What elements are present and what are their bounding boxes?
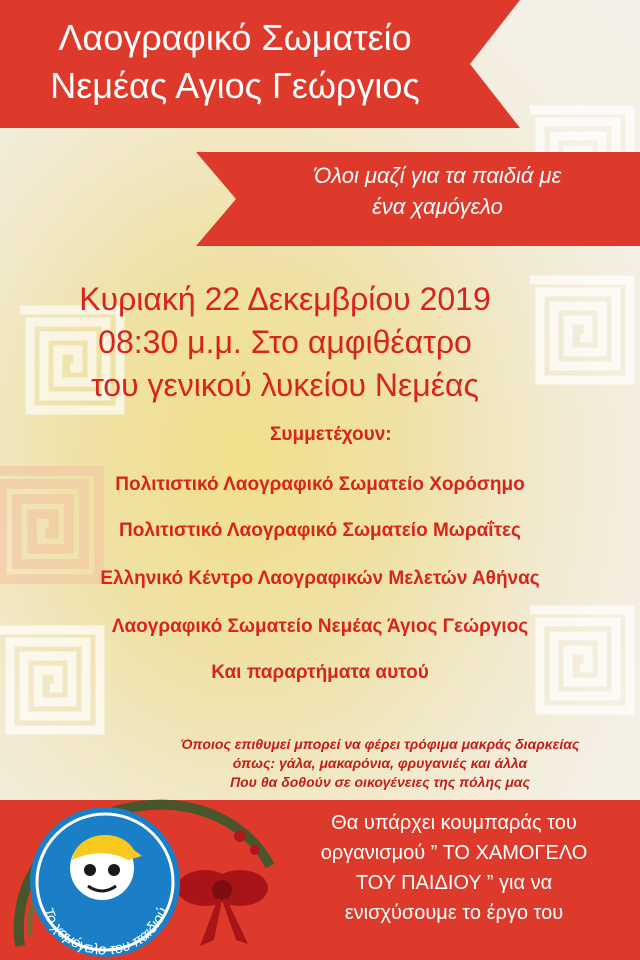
ribbon-bow-icon	[177, 870, 268, 946]
footer-line: Θα υπάρχει κουμπαράς του	[331, 812, 577, 834]
event-date: Κυριακή 22 Δεκεμβρίου 2019	[79, 281, 491, 317]
title-line: Νεμέας Αγιος Γεώργιος	[50, 65, 420, 106]
event-time-place: 08:30 μ.μ. Στο αμφιθέατρο	[98, 324, 472, 360]
donation-line: όπως: γάλα, μακαρόνια, φρυγανιές και άλλα	[232, 755, 528, 771]
slogan	[235, 160, 640, 222]
title-line: Λαογραφικό Σωματείο	[58, 17, 412, 58]
page-title	[0, 14, 470, 110]
footer-text	[268, 808, 640, 928]
logo-text: Το χαμόγελο του παιδιού	[38, 905, 172, 959]
slogan-line: Όλοι μαζί για τα παιδιά με	[313, 163, 562, 188]
participant-item: Και παραρτήματα αυτού	[211, 662, 429, 683]
participants-heading: Συμμετέχουν:	[270, 424, 392, 445]
event-details	[0, 278, 570, 407]
participant-item: Πολιτιστικό Λαογραφικό Σωματείο Χορόσημο	[115, 474, 525, 495]
participant-item: Ελληνικό Κέντρο Λαογραφικών Μελετών Αθήνας	[100, 568, 540, 589]
smile-of-the-child-logo	[10, 790, 190, 960]
participant-item: Πολιτιστικό Λαογραφικό Σωματείο Μωραΐτες	[119, 520, 521, 541]
footer-line: ΤΟΥ ΠΑΙΔΙΟΥ ” για να	[355, 872, 553, 894]
footer-line: ενισχύσουμε το έργο του	[344, 902, 564, 924]
donation-line: Που θα δοθούν σε οικογένειες της πόλης μας	[230, 774, 530, 790]
slogan-line: ένα χαμόγελο	[372, 194, 503, 219]
event-venue: του γενικού λυκείου Νεμέας	[91, 367, 479, 403]
footer-line: οργανισμού ” ΤΟ ΧΑΜΟΓΕΛΟ	[320, 842, 588, 864]
participant-item: Λαογραφικό Σωματείο Νεμέας Άγιος Γεώργιος	[111, 616, 529, 637]
donation-line: Όποιος επιθυμεί μπορεί να φέρει τρόφιμα μακράς διαρκείας	[180, 736, 580, 752]
